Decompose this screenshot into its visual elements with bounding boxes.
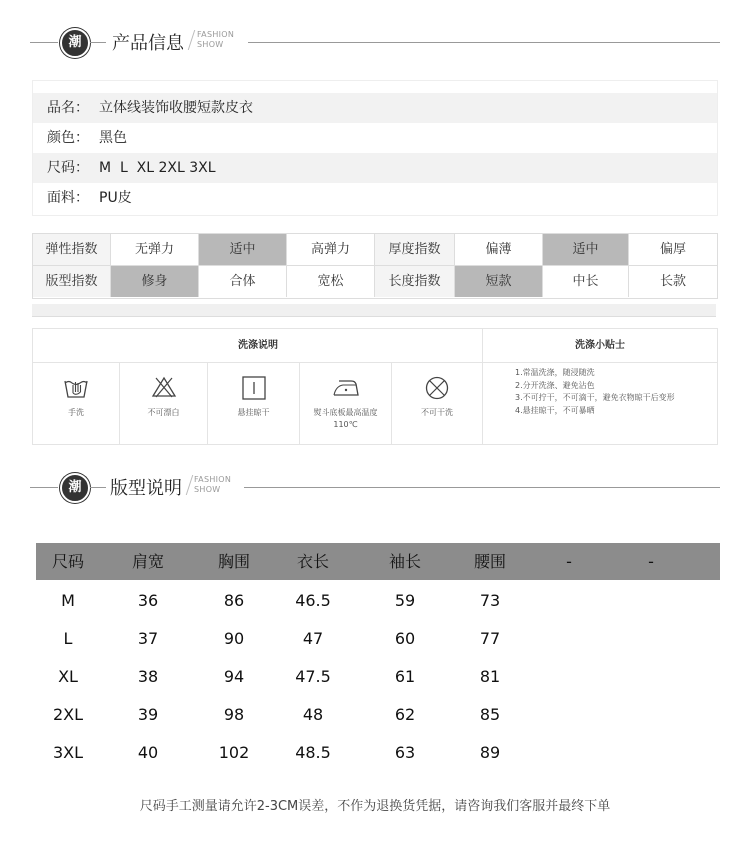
info-row-fabric: 面料： PU皮 — [47, 190, 132, 206]
section-title: 版型说明 — [110, 478, 182, 499]
size-table-header — [36, 543, 720, 580]
header-blank: - — [566, 552, 572, 571]
divider — [90, 487, 106, 488]
header-shoulder: 肩宽 — [131, 552, 165, 571]
length-long: 长款 — [659, 274, 686, 289]
wash-item-hand — [33, 363, 119, 443]
section-title: 产品信息 — [112, 33, 184, 54]
trend-badge: 潮 — [60, 473, 90, 503]
measurement-note: 尺码手工测量请允许2-3CM误差，不作为退换货凭据，请咨询我们客服并最终下单 — [139, 799, 611, 814]
hand-wash-icon — [63, 375, 89, 399]
info-row-size: 尺码： M L XL 2XL 3XL — [33, 153, 717, 183]
divider — [90, 42, 106, 43]
washing-tips — [515, 367, 715, 417]
elasticity-label: 弹性指数 — [33, 234, 111, 265]
divider — [30, 42, 58, 43]
hang-dry-icon — [241, 375, 267, 401]
table-row: XL 38 94 47.5 61 81 — [58, 667, 501, 686]
header-blank: - — [648, 552, 654, 571]
washing-tips-title: 洗涤小贴士 — [575, 340, 625, 351]
section-subtitle: FASHION SHOW — [194, 475, 232, 494]
thickness-label: 厚度指数 — [375, 234, 455, 265]
tip-line: 3.不可拧干，不可滴干，避免衣物晾干后变形 — [515, 393, 675, 402]
wash-item-label: 悬挂晾干 — [237, 408, 270, 417]
iron-icon — [331, 375, 361, 399]
info-row-color: 颜色： 黑色 — [47, 130, 127, 146]
fit-slim: 修身 — [111, 266, 199, 297]
title-separator — [186, 475, 193, 495]
tip-line: 2.分开洗涤、避免沾色 — [515, 380, 595, 390]
wash-item-label: 不可漂白 — [147, 408, 180, 417]
table-row: M 36 86 46.5 59 73 — [61, 591, 501, 610]
title-separator — [188, 30, 195, 50]
product-info-box — [32, 80, 718, 216]
no-bleach-icon — [151, 375, 177, 399]
wash-item-label: 熨斗底板最高温度110℃ — [313, 408, 378, 429]
elasticity-none: 无弹力 — [111, 234, 199, 265]
divider — [30, 487, 58, 488]
wash-item-iron — [300, 363, 391, 443]
length-medium: 中长 — [543, 266, 629, 297]
divider — [482, 329, 483, 444]
wash-item-bleach — [120, 363, 207, 443]
length-short: 短款 — [455, 266, 543, 297]
table-row: 3XL 40 102 48.5 63 89 — [52, 743, 501, 762]
header-length: 衣长 — [296, 552, 330, 571]
fit-label: 版型指数 — [33, 266, 111, 297]
thickness-thin: 偏薄 — [455, 234, 543, 265]
fit-info-header — [30, 467, 720, 507]
header-sleeve: 袖长 — [388, 552, 422, 571]
tip-line: 4.悬挂晾干，不可暴晒 — [515, 405, 595, 415]
section-subtitle: FASHION SHOW — [197, 30, 235, 49]
thickness-thick: 偏厚 — [659, 242, 686, 257]
elasticity-medium: 适中 — [199, 234, 287, 265]
tip-line: 1.常温洗涤，随浸随洗 — [515, 368, 595, 377]
divider — [248, 42, 720, 43]
table-row: 2XL 39 98 48 62 85 — [52, 705, 501, 724]
product-info-header — [30, 22, 720, 62]
divider-strip — [32, 304, 716, 317]
table-row: L 37 90 47 60 77 — [63, 629, 501, 648]
trend-badge: 潮 — [60, 28, 90, 58]
wash-item-label: 手洗 — [68, 408, 84, 417]
divider — [244, 487, 720, 488]
attribute-grid — [32, 233, 718, 299]
thickness-medium: 适中 — [543, 234, 629, 265]
washing-title: 洗涤说明 — [238, 340, 278, 351]
wash-item-dryclean — [392, 363, 482, 443]
info-row-name: 品名： 立体线装饰收腰短款皮衣 — [33, 93, 717, 123]
header-waist: 腰围 — [473, 552, 507, 571]
wash-item-label: 不可干洗 — [421, 408, 453, 417]
fit-regular: 合体 — [199, 266, 287, 297]
length-label: 长度指数 — [375, 266, 455, 297]
header-chest: 胸围 — [217, 552, 251, 571]
elasticity-high: 高弹力 — [287, 234, 375, 265]
fit-loose: 宽松 — [287, 266, 375, 297]
washing-box — [32, 328, 718, 445]
no-dry-clean-icon — [424, 375, 450, 401]
wash-item-hang — [208, 363, 299, 443]
header-size: 尺码 — [51, 552, 85, 571]
